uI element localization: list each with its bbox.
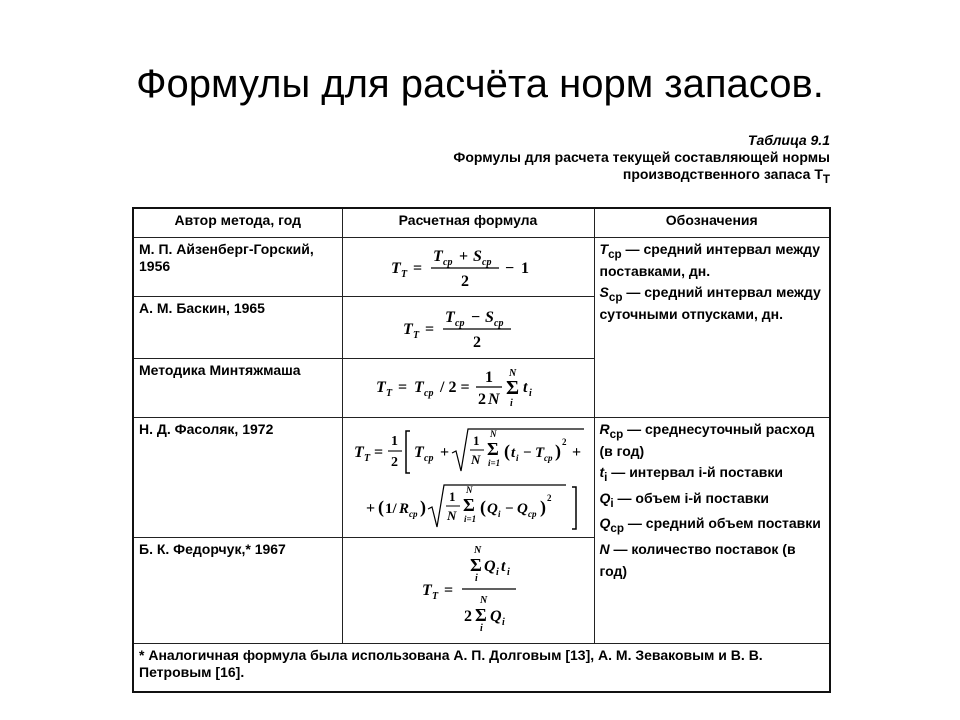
svg-text:N: N bbox=[509, 368, 517, 379]
legend-symbol: t bbox=[599, 463, 605, 480]
legend-text: — интервал i-й поставки bbox=[607, 463, 783, 480]
svg-text:N: N bbox=[488, 391, 500, 408]
formula-fedorchuk bbox=[398, 541, 538, 639]
legend-sub: ср bbox=[608, 247, 622, 261]
svg-text:i: i bbox=[502, 617, 505, 628]
svg-text:S: S bbox=[473, 248, 482, 265]
legend-symbol: Q bbox=[599, 489, 611, 506]
svg-text:T: T bbox=[401, 269, 408, 280]
svg-text:ср: ср bbox=[443, 257, 453, 268]
header-author: Автор метода, год bbox=[133, 208, 342, 238]
formula-baskin bbox=[393, 300, 543, 354]
legend-item bbox=[600, 490, 825, 512]
svg-text:2: 2 bbox=[461, 273, 469, 290]
svg-text:2: 2 bbox=[546, 493, 551, 503]
svg-text:t: t bbox=[501, 558, 506, 575]
legend-item bbox=[600, 541, 825, 580]
table-footnote: * Аналогичная формула была использована А. П. Долговым [13], А. М. Зеваковым и В. В. Петровым [16]. bbox=[133, 644, 830, 692]
svg-text:Σ: Σ bbox=[475, 605, 487, 625]
svg-text:Σ: Σ bbox=[506, 377, 520, 399]
svg-text:1: 1 bbox=[472, 433, 479, 448]
svg-text:R: R bbox=[398, 501, 409, 517]
formula-cell bbox=[342, 538, 594, 644]
legend-symbol: R bbox=[599, 421, 610, 437]
svg-text:/ 2 =: / 2 = bbox=[440, 379, 470, 396]
svg-text:N: N bbox=[489, 429, 496, 439]
svg-text:S: S bbox=[485, 309, 494, 326]
formula-cell bbox=[342, 297, 594, 359]
svg-text:ср: ср bbox=[408, 509, 417, 519]
legend-item bbox=[600, 464, 825, 486]
svg-text:i: i bbox=[497, 509, 501, 519]
svg-text:T: T bbox=[353, 444, 364, 461]
svg-text:i: i bbox=[475, 573, 478, 584]
svg-text:ср: ср bbox=[455, 318, 465, 329]
svg-text:ср: ср bbox=[543, 453, 552, 463]
svg-text:+: + bbox=[439, 444, 449, 461]
svg-text:=: = bbox=[398, 379, 408, 396]
legend-cell-bottom bbox=[594, 418, 830, 644]
svg-text:T: T bbox=[413, 330, 420, 341]
svg-text:2: 2 bbox=[478, 391, 486, 408]
svg-text:T: T bbox=[534, 445, 544, 461]
svg-text:1/: 1/ bbox=[384, 501, 397, 517]
legend-text: — количество поставок (в год) bbox=[599, 541, 796, 579]
svg-text:N: N bbox=[465, 485, 472, 495]
svg-text:T: T bbox=[445, 309, 455, 326]
svg-text:Σ: Σ bbox=[462, 495, 475, 515]
legend-item bbox=[600, 515, 825, 537]
svg-text:Q: Q bbox=[486, 501, 498, 517]
legend-symbol: S bbox=[599, 283, 609, 300]
table-number: Таблица 9.1 bbox=[747, 132, 830, 148]
author-cell: А. М. Баскин, 1965 bbox=[133, 297, 342, 359]
svg-text:T: T bbox=[386, 388, 393, 399]
svg-text:ср: ср bbox=[482, 257, 492, 268]
svg-text:i: i bbox=[510, 398, 513, 409]
svg-text:=: = bbox=[413, 260, 423, 277]
legend-symbol: T bbox=[599, 241, 609, 257]
svg-text:T: T bbox=[413, 444, 424, 461]
svg-text:Q: Q bbox=[484, 558, 496, 575]
legend-sub: ср bbox=[610, 522, 624, 536]
svg-text:i: i bbox=[529, 388, 532, 399]
formula-aizenberg bbox=[383, 241, 553, 293]
svg-text:T: T bbox=[403, 321, 413, 338]
svg-text:i=1: i=1 bbox=[463, 514, 476, 524]
header-legend: Обозначения bbox=[594, 208, 830, 238]
svg-text:2: 2 bbox=[561, 437, 566, 447]
svg-text:+: + bbox=[571, 444, 581, 461]
caption-line-2-text: производственного запаса T bbox=[622, 166, 823, 182]
svg-text:): ) bbox=[554, 441, 561, 461]
svg-text:1: 1 bbox=[521, 260, 529, 277]
svg-text:=: = bbox=[373, 444, 383, 461]
legend-text: — объем i-й поставки bbox=[613, 489, 770, 506]
legend-sub: ср bbox=[608, 290, 623, 304]
legend-text: — средний объем поставки bbox=[624, 515, 821, 532]
svg-text:(: ( bbox=[503, 441, 510, 461]
svg-text:N: N bbox=[480, 595, 488, 606]
legend-item bbox=[600, 284, 825, 323]
svg-text:(: ( bbox=[479, 497, 486, 517]
legend-item bbox=[600, 241, 825, 280]
legend-symbol: Q bbox=[599, 515, 611, 532]
svg-text:ср: ср bbox=[423, 453, 433, 464]
formula-fasolyak bbox=[348, 421, 592, 533]
svg-text:+: + bbox=[459, 248, 469, 265]
table-row bbox=[133, 418, 830, 538]
svg-text:T: T bbox=[363, 453, 370, 464]
legend-sub: ср bbox=[609, 427, 624, 441]
legend-cell-top bbox=[594, 238, 830, 418]
formula-cell bbox=[342, 418, 594, 538]
svg-text:2: 2 bbox=[473, 334, 481, 351]
svg-text:−: − bbox=[505, 260, 515, 277]
svg-text:ср: ср bbox=[494, 318, 504, 329]
svg-text:T: T bbox=[422, 582, 432, 599]
svg-text:Σ: Σ bbox=[470, 555, 482, 575]
legend-sub: i bbox=[604, 470, 608, 484]
author-cell: Б. К. Федорчук,* 1967 bbox=[133, 538, 342, 644]
legend-symbol: N bbox=[599, 541, 610, 558]
svg-text:1: 1 bbox=[485, 369, 493, 386]
svg-text:T: T bbox=[414, 379, 424, 396]
formula-mintyazhmash bbox=[368, 362, 568, 414]
author-cell: М. П. Айзенберг-Горский, 1956 bbox=[133, 238, 342, 297]
table-header-row bbox=[133, 208, 830, 238]
svg-text:N: N bbox=[474, 545, 482, 556]
svg-text:=: = bbox=[444, 582, 454, 599]
header-formula: Расчетная формула bbox=[342, 208, 594, 238]
caption-line-2 bbox=[270, 166, 830, 188]
svg-text:1: 1 bbox=[448, 489, 455, 504]
svg-text:+: + bbox=[365, 500, 375, 517]
legend-text: — среднесуточный расход (в год) bbox=[599, 421, 815, 459]
svg-text:t: t bbox=[510, 445, 515, 461]
svg-text:i: i bbox=[480, 623, 483, 634]
footnote-row bbox=[133, 644, 830, 692]
table-row bbox=[133, 238, 830, 297]
svg-text:T: T bbox=[391, 260, 401, 277]
legend-text: — средний интервал между суточными отпусками, дн. bbox=[599, 283, 821, 322]
svg-text:−: − bbox=[504, 501, 514, 517]
svg-text:Σ: Σ bbox=[486, 439, 499, 459]
svg-text:ср: ср bbox=[527, 509, 536, 519]
formula-cell bbox=[342, 359, 594, 418]
svg-text:): ) bbox=[419, 497, 426, 517]
formula-table bbox=[132, 207, 831, 693]
legend-item bbox=[600, 421, 825, 460]
svg-text:T: T bbox=[376, 379, 386, 396]
svg-text:i: i bbox=[496, 567, 499, 578]
svg-text:ср: ср bbox=[424, 388, 434, 399]
svg-text:−: − bbox=[471, 309, 481, 326]
formula-table-wrap bbox=[132, 207, 831, 693]
caption-line-1: Формулы для расчета текущей составляющей нормы bbox=[453, 149, 830, 165]
svg-text:T: T bbox=[432, 591, 439, 602]
svg-text:Q: Q bbox=[516, 501, 528, 517]
svg-text:i: i bbox=[507, 567, 510, 578]
svg-text:2: 2 bbox=[464, 608, 472, 625]
slide-title: Формулы для расчёта норм запасов. bbox=[136, 62, 824, 106]
author-cell: Н. Д. Фасоляк, 1972 bbox=[133, 418, 342, 538]
table-caption bbox=[270, 132, 830, 188]
svg-text:N: N bbox=[446, 508, 456, 523]
caption-line-2-sub: T bbox=[822, 172, 830, 186]
svg-text:t: t bbox=[523, 379, 528, 396]
svg-text:(: ( bbox=[377, 497, 384, 517]
svg-text:−: − bbox=[522, 445, 532, 461]
svg-text:1: 1 bbox=[390, 434, 398, 449]
legend-sub: i bbox=[610, 496, 614, 510]
author-cell: Методика Минтяжмаша bbox=[133, 359, 342, 418]
svg-text:i: i bbox=[515, 453, 519, 463]
svg-text:2: 2 bbox=[390, 455, 398, 470]
svg-text:i=1: i=1 bbox=[487, 458, 500, 468]
legend-text: — средний интервал между поставками, дн. bbox=[599, 241, 820, 279]
svg-text:T: T bbox=[433, 248, 443, 265]
svg-text:=: = bbox=[425, 321, 435, 338]
svg-text:Q: Q bbox=[490, 608, 502, 625]
formula-cell bbox=[342, 238, 594, 297]
svg-text:): ) bbox=[539, 497, 546, 517]
svg-text:N: N bbox=[470, 452, 480, 467]
